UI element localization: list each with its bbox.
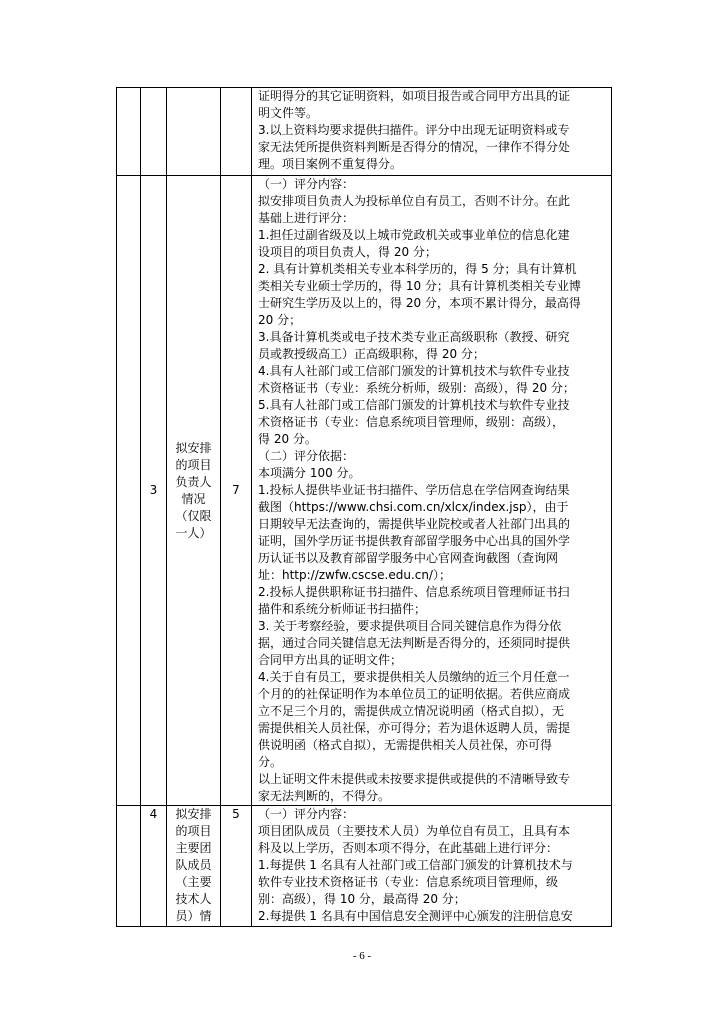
row-number: 4 — [141, 806, 167, 927]
criteria-line: 20 分； — [258, 313, 302, 327]
table-row — [117, 176, 612, 806]
item-line: 拟安排 — [175, 440, 212, 455]
criteria-line: 理。项目案例不重复得分。 — [258, 157, 403, 171]
score-cell: 7 — [221, 176, 252, 806]
criteria-line: 以上证明文件未提供或未按要求提供或提供的不清晰导致专 — [258, 772, 571, 786]
criteria-line: 本项满分 100 分。 — [258, 466, 361, 480]
criteria-line: 合同甲方出具的证明文件； — [258, 653, 403, 667]
row-number — [141, 88, 167, 176]
criteria-cell — [252, 88, 612, 176]
criteria-line: 4.具有人社部门或工信部门颁发的计算机技术与软件专业技 — [258, 364, 570, 378]
criteria-line: 4.关于自有员工，要求提供相关人员缴纳的近三个月任意一 — [258, 670, 570, 684]
criteria-cell — [252, 806, 612, 927]
criteria-line: 据，通过合同关键信息无法判断是否得分的，还须同时提供 — [258, 636, 571, 650]
criteria-line: 类相关专业硕士学历的，得 10 分；具有计算机类相关专业博 — [258, 279, 581, 293]
criteria-line: 分。 — [258, 755, 283, 769]
criteria-line: 家无法凭所提供资料判断是否得分的情况，一律作不得分处 — [258, 140, 571, 154]
criteria-line: 拟安排项目负责人为投标单位自有员工，否则不计分。在此 — [258, 194, 571, 208]
criteria-line: 1.担任过副省级及以上城市党政机关或事业单位的信息化建 — [258, 228, 570, 242]
criteria-line: 基础上进行评分： — [258, 211, 355, 225]
blank-cell — [117, 88, 141, 176]
item-line: （主要 — [175, 875, 212, 889]
criteria-line: 1.投标人提供毕业证书扫描件、学历信息在学信网查询结果 — [258, 483, 570, 497]
score-cell — [221, 88, 252, 176]
criteria-line: 3. 关于考察经验，要求提供项目合同关键信息作为得分依 — [258, 619, 562, 633]
criteria-line: （二）评分依据： — [258, 449, 355, 463]
criteria-line: 2. 具有计算机类相关专业本科学历的，得 5 分；具有计算机 — [258, 262, 577, 276]
criteria-line: 术资格证书（专业：信息系统项目管理师，级别：高级）， — [258, 415, 565, 429]
criteria-line: 立不足三个月的，需提供成立情况说明函（格式自拟），无 — [258, 704, 565, 718]
criteria-line: 别：高级），得 10 分，最高得 20 分； — [258, 892, 466, 906]
criteria-line: 址：http://zwfw.cscse.edu.cn/）； — [258, 568, 451, 582]
criteria-line: 历认证书以及教育部留学服务中心官网查询截图（查询网 — [258, 551, 559, 565]
score-cell: 5 — [221, 806, 252, 927]
criteria-line: 3.以上资料均要求提供扫描件。评分中出现无证明资料或专 — [258, 123, 570, 137]
criteria-line: 描件和系统分析师证书扫描件； — [258, 602, 427, 616]
criteria-line: 5.具有人社部门或工信部门颁发的计算机技术与软件专业技 — [258, 398, 570, 412]
item-line: 员）情 — [175, 909, 212, 923]
criteria-line: 设项目的项目负责人，得 20 分； — [258, 245, 437, 259]
scoring-table — [116, 87, 612, 927]
criteria-line: 日期较早无法查询的，需提供毕业院校或者人社部门出具的 — [258, 517, 571, 531]
criteria-line: 2.每提供 1 名具有中国信息安全测评中心颁发的注册信息安 — [258, 909, 573, 923]
row-number: 3 — [141, 176, 167, 806]
item-line: 主要团 — [175, 841, 212, 855]
criteria-line: 家无法判断的，不得分。 — [258, 789, 391, 803]
blank-cell — [117, 176, 141, 806]
criteria-line: 3.具备计算机类或电子技术类专业正高级职称（教授、研究 — [258, 330, 570, 344]
criteria-line: 明文件等。 — [258, 106, 319, 120]
criteria-line: 项目团队成员（主要技术人员）为单位自有员工，且具有本 — [258, 824, 571, 838]
criteria-line: （一）评分内容： — [258, 807, 355, 821]
item-line: 一人） — [175, 525, 212, 540]
item-line: 拟安排 — [175, 807, 212, 821]
item-line: 技术人 — [175, 892, 212, 906]
item-line: 的项目 — [175, 824, 212, 838]
criteria-line: 1.每提供 1 名具有人社部门或工信部门颁发的计算机技术与 — [258, 858, 573, 872]
item-line: 情况 — [181, 491, 206, 506]
criteria-line: 员或教授级高工）正高级职称，得 20 分； — [258, 347, 485, 361]
criteria-line: 个月的的社保证明作为本单位员工的证明依据。若供应商成 — [258, 687, 571, 701]
criteria-line: 科及以上学历，否则本项不得分，在此基础上进行评分： — [258, 841, 559, 855]
criteria-line: 需提供相关人员社保，亦可得分；若为退休返聘人员，需提 — [258, 721, 571, 735]
criteria-line: 证明，国外学历证书提供教育部留学服务中心出具的国外学 — [258, 534, 571, 548]
criteria-line: 证明得分的其它证明资料，如项目报告或合同甲方出具的证 — [258, 89, 571, 103]
blank-cell — [117, 806, 141, 927]
item-cell — [167, 88, 221, 176]
criteria-line: 士研究生学历及以上的，得 20 分，本项不累计得分，最高得 — [258, 296, 581, 310]
table-row — [117, 806, 612, 927]
criteria-cell — [252, 176, 612, 806]
item-cell — [167, 176, 221, 806]
criteria-line: 术资格证书（专业：系统分析师，级别：高级），得 20 分； — [258, 381, 575, 395]
page-number: - 6 - — [352, 950, 372, 962]
criteria-line: 2.投标人提供职称证书扫描件、信息系统项目管理师证书扫 — [258, 585, 570, 599]
item-cell — [167, 806, 221, 927]
criteria-line: （一）评分内容： — [258, 177, 355, 191]
criteria-line: 截图（https://www.chsi.com.cn/xlcx/index.jsp），由于 — [258, 500, 569, 514]
table-row — [117, 88, 612, 176]
item-line: 的项目 — [175, 457, 212, 472]
item-line: （仅限 — [175, 508, 212, 523]
criteria-line: 软件专业技术资格证书（专业：信息系统项目管理师，级 — [258, 875, 559, 889]
item-line: 负责人 — [175, 474, 212, 489]
criteria-line: 供说明函（格式自拟），无需提供相关人员社保，亦可得 — [258, 738, 553, 752]
item-line: 队成员 — [175, 858, 212, 872]
criteria-line: 得 20 分。 — [258, 432, 317, 446]
